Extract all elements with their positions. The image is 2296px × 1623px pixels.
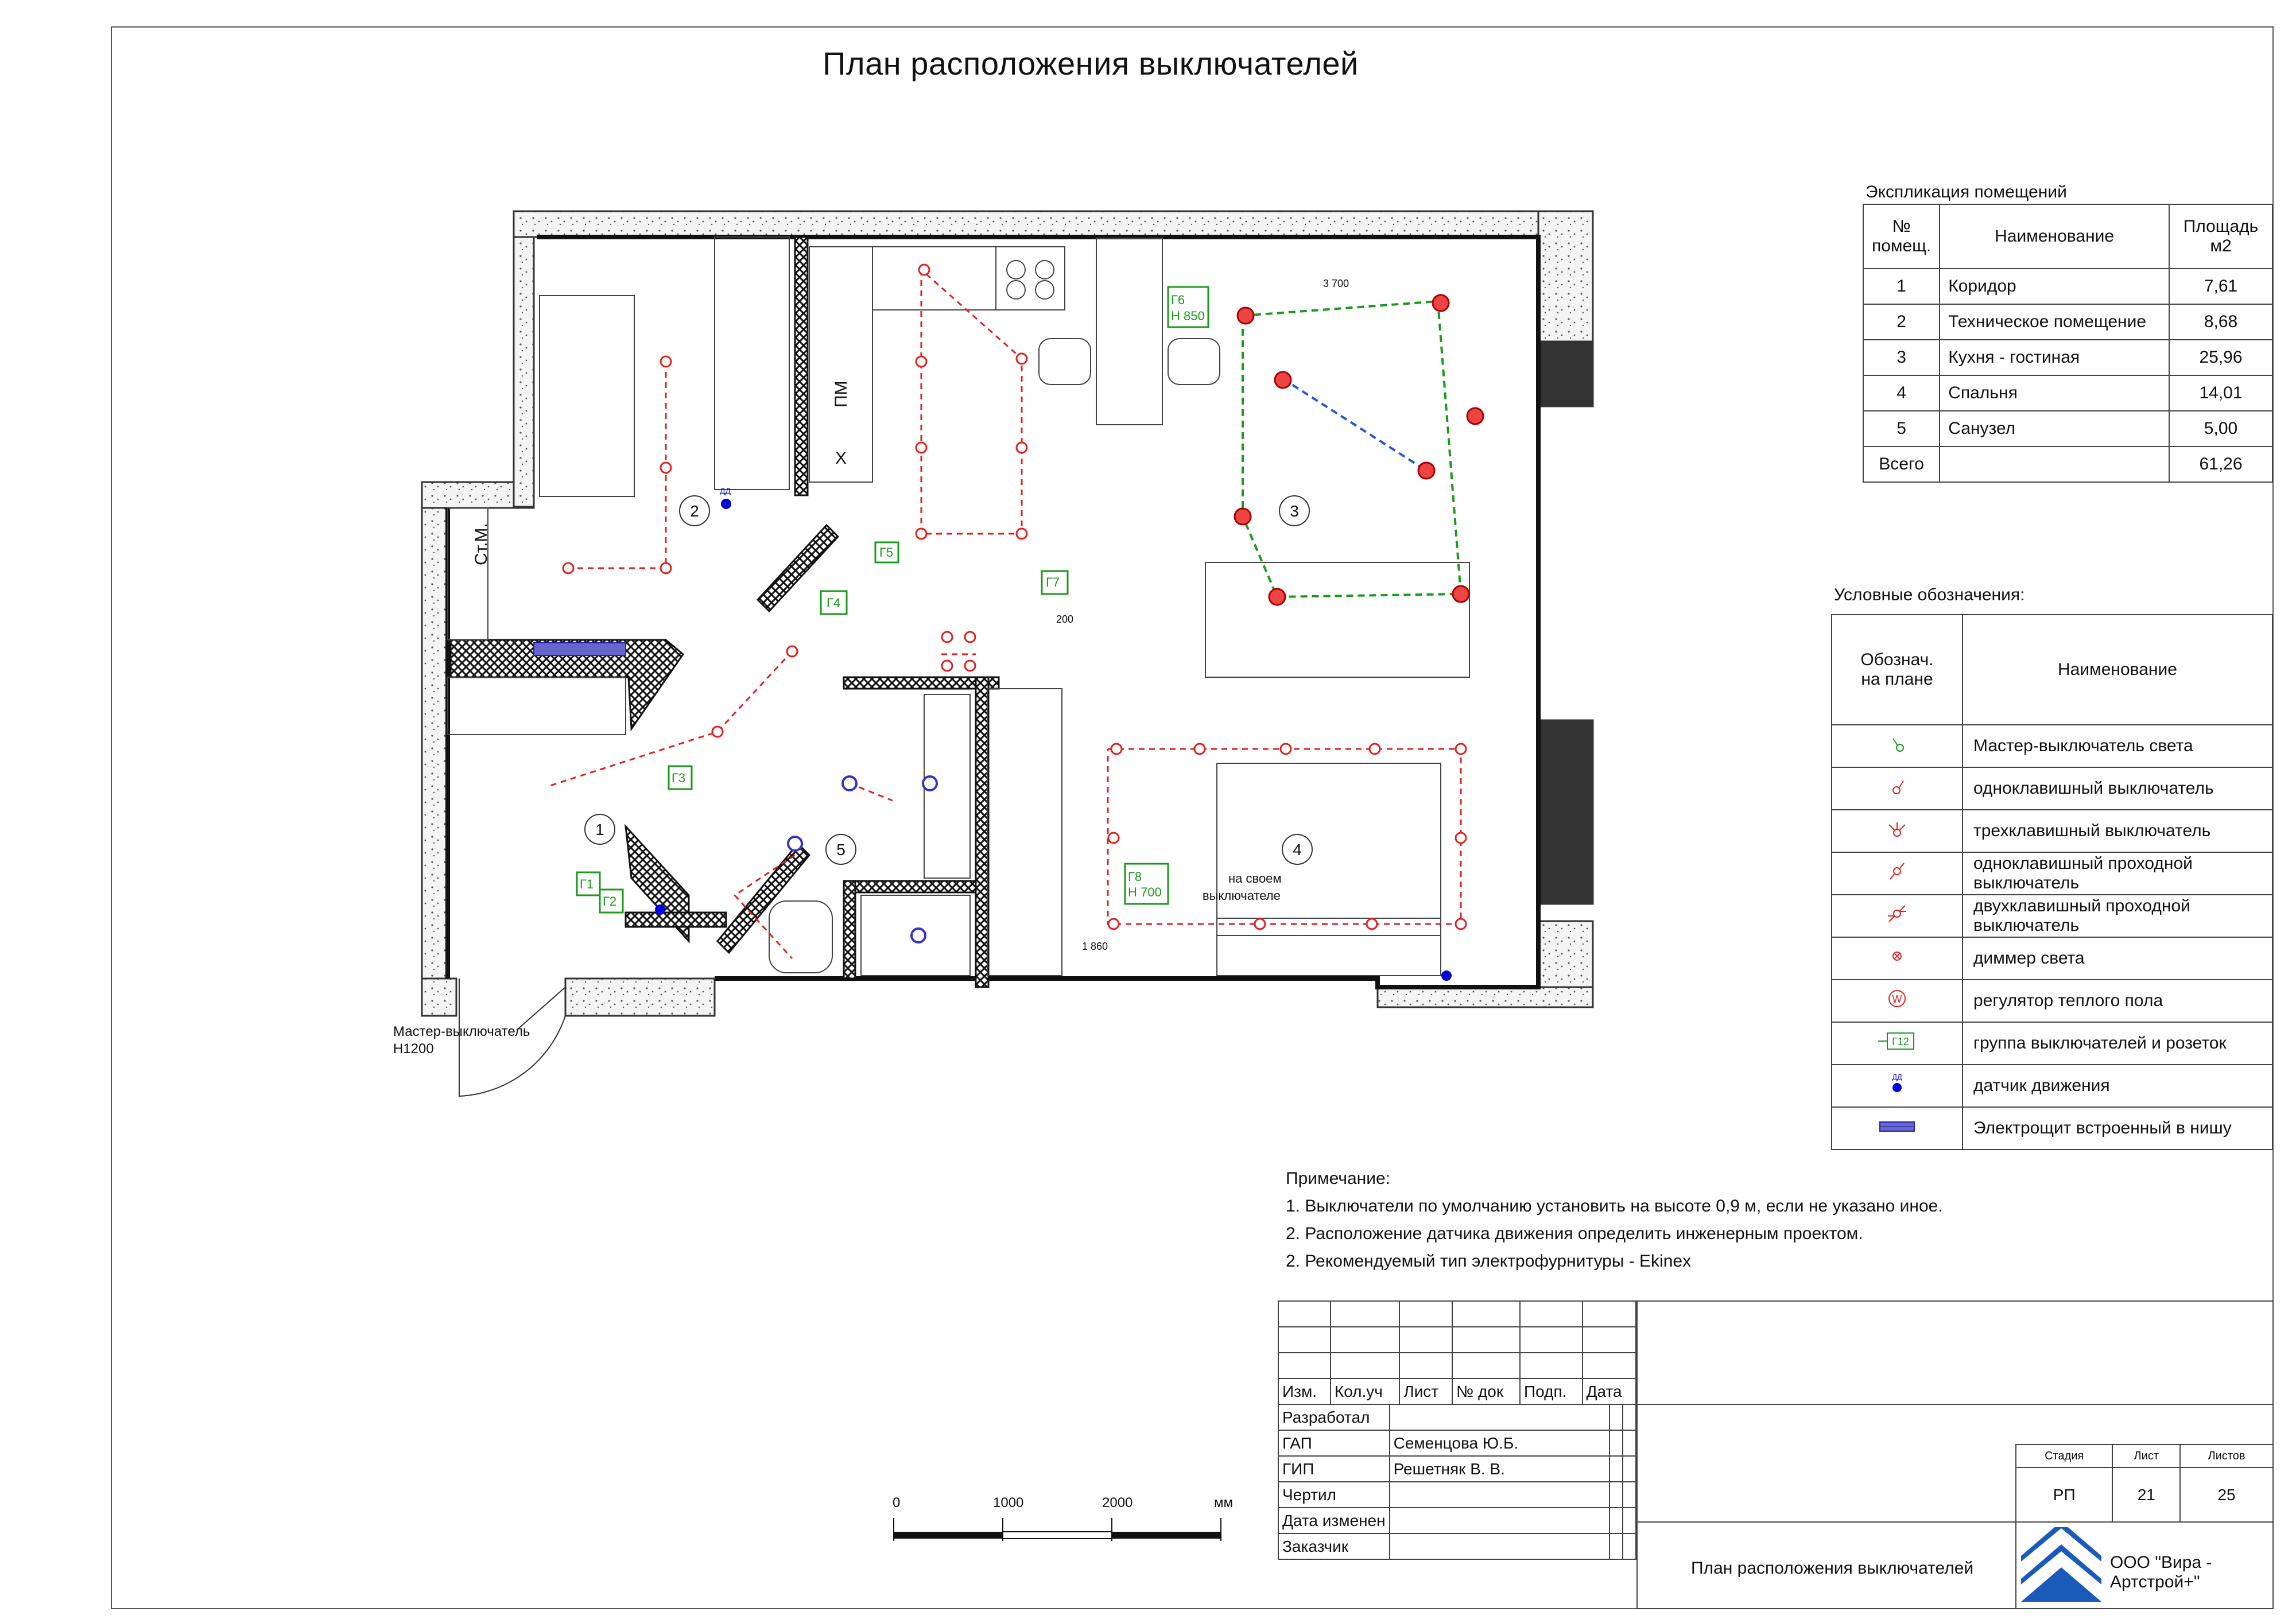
svg-text:ПМ: ПМ (832, 380, 851, 407)
legend-row: диммер света (1832, 937, 2272, 980)
legend-row: W регулятор теплого пола (1832, 980, 2272, 1022)
col-name: Наименование (1940, 204, 2169, 269)
note-item: 2. Рекомендуемый тип электрофурнитуры - Ekinex (1286, 1252, 1692, 1271)
company-name: ООО "Вира - Артстрой+" (2110, 1553, 2212, 1591)
svg-text:Мастер-выключатель Н1200 (393, 1024, 534, 1057)
revision-header-row: Изм. Кол.уч Лист № док Подп. Дата (1278, 1379, 1636, 1404)
svg-text:Г1: Г1 (580, 877, 594, 891)
notes (1286, 1165, 1943, 1275)
svg-text:Х: Х (835, 449, 847, 468)
svg-text:Н 850: Н 850 (1171, 309, 1205, 323)
single-passthrough-switch-icon (1888, 861, 1906, 881)
svg-text:Ст.М.: Ст.М. (472, 523, 491, 565)
svg-text:Г12: Г12 (1892, 1036, 1909, 1047)
legend-table (1831, 614, 2273, 1150)
bath-lights (788, 776, 937, 942)
motion-sensor-icon (1888, 1071, 1906, 1096)
scale-unit: мм (1214, 1495, 1233, 1511)
triple-switch-icon (1886, 820, 1909, 837)
master-switch-icon (1888, 735, 1906, 752)
furniture (448, 237, 1469, 976)
note-item: 2. Расположение датчика движения определить инженерным проектом. (1286, 1224, 1863, 1243)
page-title: План расположения выключателей (823, 45, 1359, 81)
svg-text:1: 1 (595, 821, 604, 838)
svg-text:Г8: Г8 (1128, 869, 1142, 884)
electrical-panel (534, 643, 626, 655)
legend-row: трехклавишный выключатель (1832, 810, 2272, 852)
svg-text:Г4: Г4 (827, 596, 841, 610)
legend-row: Электрощит встроенный в нишу (1832, 1107, 2272, 1150)
single-switch-icon (1888, 778, 1906, 795)
switch-groups (577, 287, 1208, 913)
motion-sensor-labels (720, 486, 731, 495)
light-fixtures (563, 265, 1466, 929)
svg-text:ДД: ДД (1892, 1073, 1902, 1081)
svg-text:на своем выключателе (1203, 871, 1285, 903)
sheet-title: План расположения выключателей (1691, 1559, 1974, 1578)
total-row: Всего 61,26 (1863, 446, 2272, 482)
own-switch-label-1: на своем (1228, 871, 1282, 886)
switch-wiring (548, 270, 1461, 958)
table-row: 2 Техническое помещение 8,68 (1863, 304, 2272, 340)
switch-group-icon (1877, 1030, 1917, 1053)
col-area: Площадь м2 (2169, 204, 2272, 269)
revision-table (1278, 1300, 1636, 1405)
svg-text:3 700: 3 700 (1323, 278, 1349, 289)
explication-title: Экспликация помещений (1865, 183, 2067, 201)
explication-header-row (1863, 204, 2272, 269)
dimmer-link (1283, 379, 1426, 471)
legend-row: одноклавишный выключатель (1832, 767, 2272, 810)
col-symbol: Обознач. на плане (1832, 615, 1963, 725)
svg-text:1 860: 1 860 (1082, 941, 1108, 952)
note-item: 1. Выключатели по умолчанию установить на высоте 0,9 м, если не указано иное. (1286, 1197, 1943, 1216)
table-row: 1 Коридор 7,61 (1863, 269, 2272, 304)
own-switch-label-2: выключателе (1203, 888, 1281, 903)
kitchen-led-wiring (1243, 301, 1461, 597)
master-switch-leader (517, 987, 565, 1030)
electrical-panel-icon (1879, 1120, 1915, 1133)
company-logo (2018, 1527, 2104, 1605)
dimmer-fixtures (1235, 295, 1483, 605)
table-row: 3 Кухня - гостиная 25,96 (1863, 340, 2272, 375)
svg-text:W: W (1892, 993, 1902, 1005)
svg-text:Г7: Г7 (1046, 575, 1060, 589)
svg-text:Г6: Г6 (1171, 293, 1185, 307)
legend-header-row (1832, 615, 2272, 725)
svg-text:3: 3 (1290, 502, 1299, 520)
title-block-vline (2015, 1521, 2016, 1609)
notes-title: Примечание: (1286, 1169, 1390, 1188)
table-row: 5 Санузел 5,00 (1863, 411, 2272, 446)
svg-text:Н 700: Н 700 (1128, 885, 1162, 899)
title-block-hline-1 (1636, 1404, 2274, 1405)
svg-text:4: 4 (1293, 841, 1302, 859)
scale-tick-2000: 2000 (1102, 1495, 1133, 1511)
scale-graphic (893, 1518, 1225, 1547)
legend-title: Условные обозначения: (1834, 585, 2025, 604)
double-passthrough-switch-icon (1886, 904, 1909, 923)
inner-walls (448, 237, 1538, 987)
col-number: № помещ. (1863, 204, 1940, 269)
svg-text:2: 2 (690, 502, 699, 520)
master-switch-label-1: Мастер-выключатель (393, 1024, 530, 1039)
svg-text:Г2: Г2 (603, 894, 617, 908)
dimmer-icon (1888, 948, 1906, 965)
group-labels (580, 293, 1205, 908)
legend-row: ДД датчик движения (1832, 1065, 2272, 1107)
svg-text:Г3: Г3 (672, 771, 686, 785)
svg-text:200: 200 (1056, 614, 1074, 625)
col-description: Наименование (1963, 615, 2272, 725)
title-block (1278, 1300, 2274, 1609)
legend-row: Мастер-выключатель света (1832, 725, 2272, 767)
scale-tick-1000: 1000 (993, 1495, 1024, 1511)
svg-text:5: 5 (836, 841, 846, 859)
table-row: 4 Спальня 14,01 (1863, 375, 2272, 411)
stage-table: Стадия Лист Листов РП 21 25 (2015, 1444, 2274, 1523)
roles-table: Разработал ГАП Семенцова Ю.Б. ГИП Решетняк В. В. Чертил Дата изменен Заказчик (1278, 1404, 1636, 1560)
scale-tick-0: 0 (893, 1495, 901, 1511)
svg-text:ДД: ДД (720, 486, 731, 495)
svg-text:Г5: Г5 (879, 545, 894, 560)
legend-row: Г12 группа выключателей и розеток (1832, 1022, 2272, 1065)
master-switch-label-2: Н1200 (393, 1041, 434, 1057)
explication-table (1863, 204, 2273, 483)
floor-heating-regulator-icon (1887, 988, 1907, 1009)
legend-row: двухклавишный проходной выключатель (1832, 895, 2272, 937)
legend-row: одноклавишный проходной выключатель (1832, 852, 2272, 895)
